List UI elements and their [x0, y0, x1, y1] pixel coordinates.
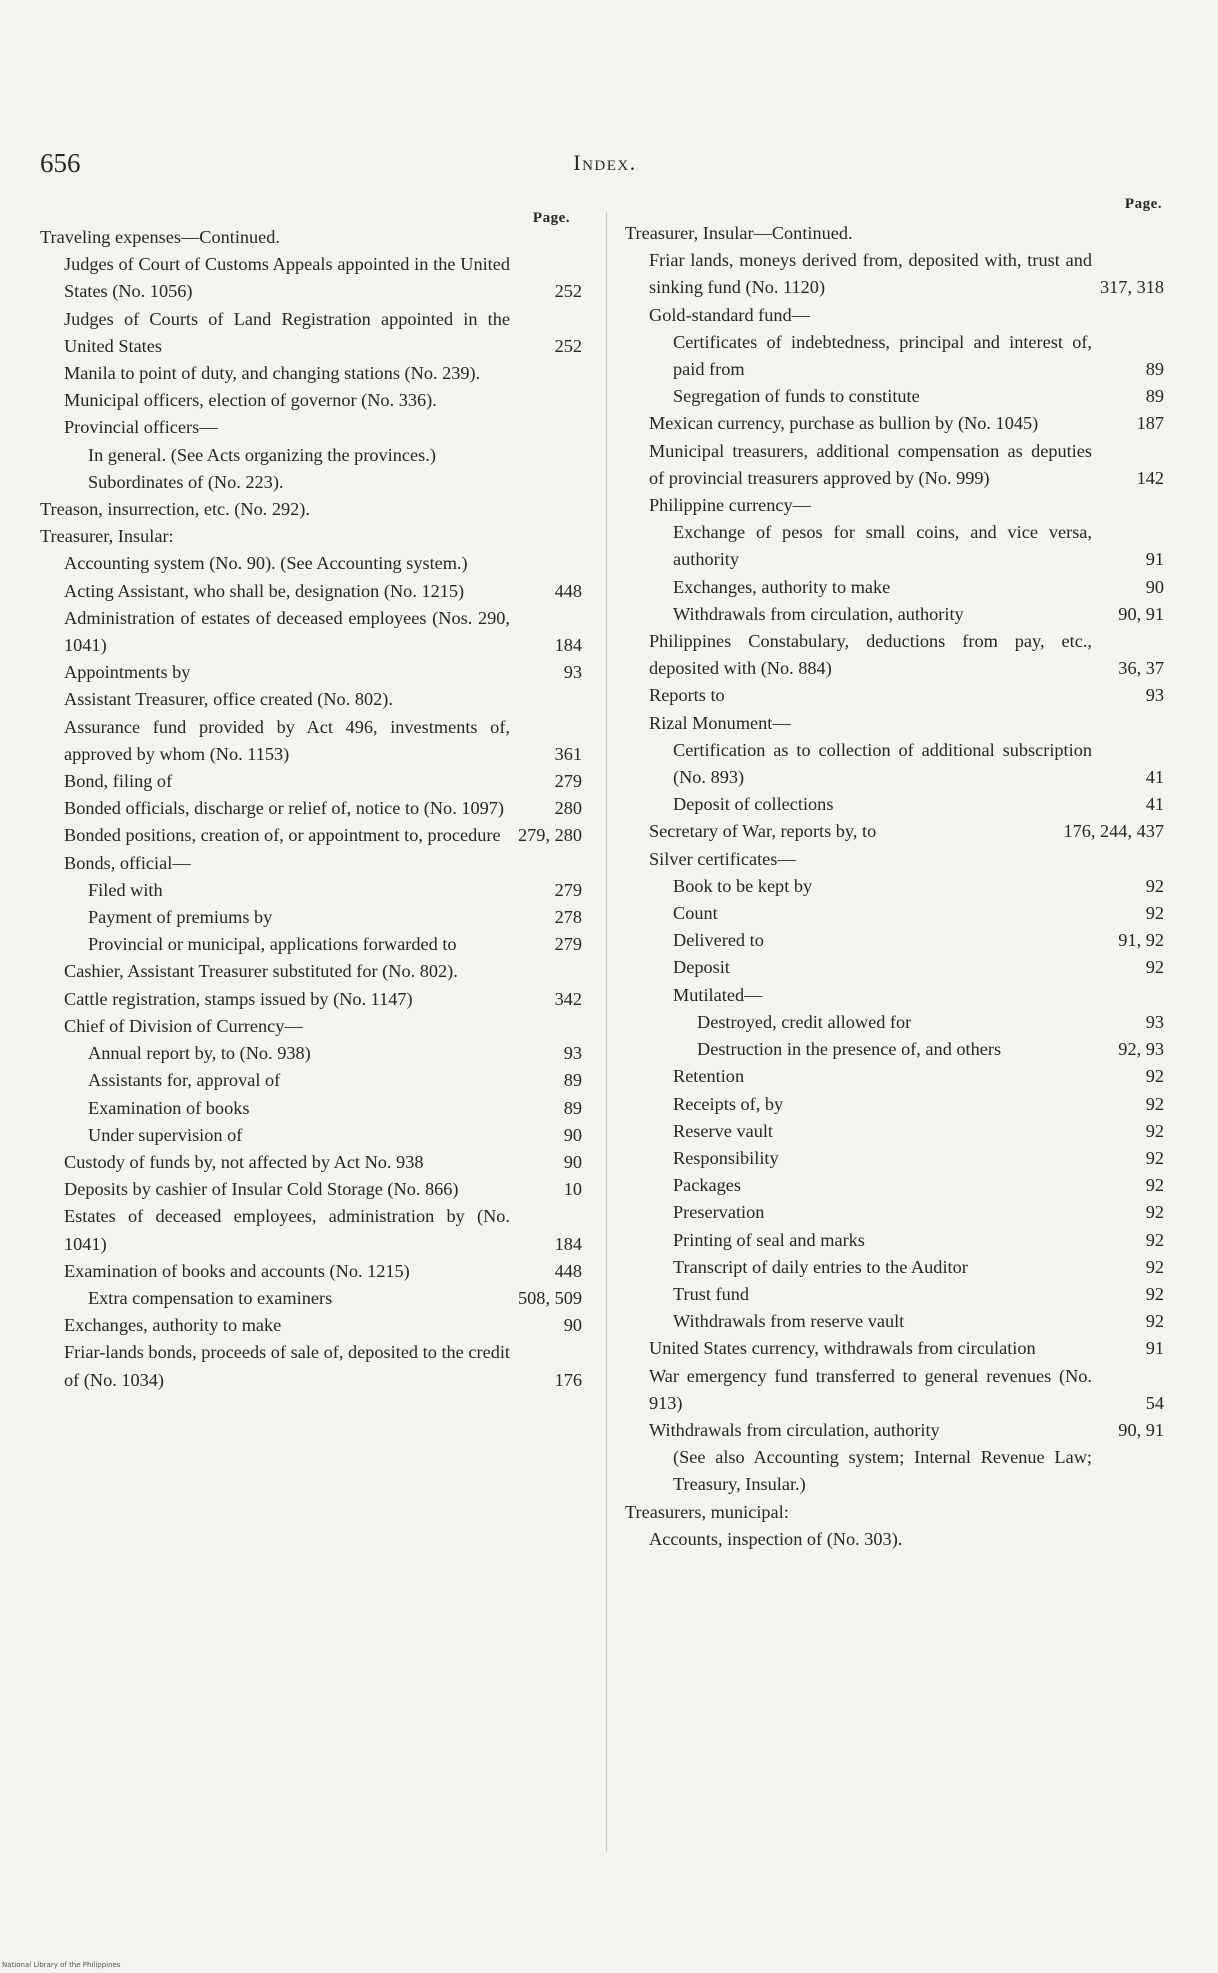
index-entry: [40, 714, 582, 768]
index-entry-text: United States currency, withdrawals from circulation: [649, 1338, 1036, 1359]
index-entry: [625, 1444, 1164, 1498]
index-entry-text: Examination of books: [88, 1097, 250, 1118]
index-entry-text: Annual report by, to (No. 938): [88, 1043, 311, 1064]
index-entry-text: Chief of Division of Currency—: [64, 1015, 303, 1036]
index-entry: [625, 1499, 1164, 1526]
index-entry: [40, 931, 582, 958]
index-entry-text: Cashier, Assistant Treasurer substituted for (No. 802).: [64, 961, 458, 982]
index-entry-text: Responsibility: [673, 1147, 779, 1168]
index-entry-page: 92: [1145, 1202, 1164, 1223]
index-entry-text: Segregation of funds to constitute: [673, 386, 920, 407]
index-entry: [40, 958, 582, 985]
index-entries-left: [40, 200, 582, 1394]
index-entry: [625, 1118, 1164, 1145]
index-entry-text: Appointments by: [64, 662, 191, 683]
page-column-label: Page.: [532, 210, 570, 226]
index-entry-text: Mutilated—: [673, 984, 763, 1005]
index-entry: [625, 1363, 1164, 1417]
index-entry-text: Subordinates of (No. 223).: [88, 471, 284, 492]
index-entry-text: Exchanges, authority to make: [673, 576, 891, 597]
index-entry-text: Filed with: [88, 879, 163, 900]
index-entry: [625, 710, 1164, 737]
index-entry-text: Preservation: [673, 1202, 765, 1223]
index-entry-text: Silver certificates—: [649, 848, 796, 869]
index-entry-page: 317, 318: [1100, 277, 1164, 298]
index-entry-page: 280: [554, 798, 582, 819]
index-entry-text: Destruction in the presence of, and others: [697, 1039, 1002, 1060]
index-entry: [625, 1227, 1164, 1254]
index-entry-text: Administration of estates of deceased employees (Nos. 290, 1041): [64, 607, 510, 656]
index-entry-text: Exchange of pesos for small coins, and vice versa, authority: [673, 522, 1092, 570]
index-entry-text: Treasurer, Insular—Continued.: [625, 223, 853, 243]
index-entry-page: 41: [1145, 794, 1164, 815]
index-entry-page: 92: [1145, 1147, 1164, 1168]
page-column-label: Page.: [1124, 196, 1162, 212]
index-entry: [40, 360, 582, 387]
index-entry: [40, 605, 582, 659]
index-entry: [40, 442, 582, 469]
index-entry-text: Assistants for, approval of: [88, 1070, 281, 1091]
index-entry: [625, 383, 1164, 410]
index-entry-text: Treasurer, Insular:: [40, 526, 174, 547]
index-entry: [625, 1526, 1164, 1553]
index-entry: [625, 601, 1164, 628]
index-entry: [40, 251, 582, 305]
index-entry-text: Retention: [673, 1066, 745, 1087]
index-entry: [40, 795, 582, 822]
index-entry: [40, 414, 582, 441]
page-title: Index.: [573, 150, 637, 175]
index-entry-text: Certificates of indebtedness, principal and interest of, paid from: [673, 331, 1092, 380]
index-entry-page: 89: [1145, 359, 1164, 380]
index-entry: [40, 768, 582, 795]
index-entry: [625, 410, 1164, 437]
index-entry-text: Examination of books and accounts (No. 1215): [64, 1260, 410, 1281]
index-entry: [40, 224, 582, 251]
library-footer: National Library of the Philippines: [2, 1961, 121, 1969]
index-entry: [625, 220, 1164, 247]
index-entry: [625, 329, 1164, 383]
index-entry: [625, 438, 1164, 492]
index-entry-page: 92: [1145, 957, 1164, 978]
index-entry-text: Judges of Courts of Land Registration appointed in the United States: [64, 308, 510, 356]
index-entry-page: 448: [554, 580, 582, 601]
index-entry: [625, 846, 1164, 873]
index-entry-text: Bond, filing of: [64, 771, 173, 792]
index-entry-text: Count: [673, 903, 718, 924]
index-entry-page: 41: [1145, 767, 1164, 788]
index-entry-text: Municipal officers, election of governor (No. 336).: [64, 390, 437, 411]
index-entry-text: Provincial officers—: [64, 417, 218, 438]
index-entry: [625, 818, 1164, 845]
index-entry: [625, 1063, 1164, 1090]
index-entry-text: Secretary of War, reports by, to: [649, 821, 877, 842]
index-entry-page: 142: [1136, 467, 1164, 488]
index-entry-page: 187: [1136, 413, 1164, 434]
index-entry-page: 92: [1145, 1120, 1164, 1141]
index-entry-text: Book to be kept by: [673, 875, 813, 896]
index-entry-text: (See also Accounting system; Internal Revenue Law; Treasury, Insular.): [673, 1447, 1092, 1495]
index-entry: [40, 1285, 582, 1312]
index-entry-text: Accounting system (No. 90). (See Accounting system.): [64, 553, 468, 574]
index-entry-text: Manila to point of duty, and changing stations (No. 239).: [64, 363, 481, 384]
index-entry: [625, 982, 1164, 1009]
index-entry-page: 90, 91: [1118, 603, 1164, 624]
index-entry-page: 92: [1145, 1256, 1164, 1277]
index-entry: [40, 1067, 582, 1094]
index-entry-page: 252: [554, 335, 582, 356]
index-entry-text: Transcript of daily entries to the Auditor: [673, 1256, 968, 1277]
index-entry: [40, 904, 582, 931]
page-header: [40, 148, 1170, 188]
index-entry: [40, 1258, 582, 1285]
index-entry-page: 90: [563, 1315, 582, 1336]
index-entry-page: 279, 280: [518, 825, 582, 846]
index-entry: [40, 387, 582, 414]
index-entry-page: 184: [554, 1233, 582, 1254]
index-entry: [625, 954, 1164, 981]
index-entry-text: Friar-lands bonds, proceeds of sale of, deposited to the credit of (No. 1034): [64, 1342, 510, 1390]
index-entry-page: 90: [563, 1124, 582, 1145]
index-entry-text: Exchanges, authority to make: [64, 1315, 282, 1336]
index-entry: [625, 1172, 1164, 1199]
index-entry-text: Bonded officials, discharge or relief of, notice to (No. 1097): [64, 798, 504, 819]
index-entry-page: 89: [563, 1070, 582, 1091]
index-entry-text: Assurance fund provided by Act 496, investments of, approved by whom (No. 1153): [64, 716, 510, 764]
index-entry-page: 10: [563, 1179, 582, 1200]
index-entry-page: 92: [1145, 1093, 1164, 1114]
index-entry-page: 92, 93: [1118, 1039, 1164, 1060]
index-entry-text: Traveling expenses—Continued.: [40, 227, 281, 247]
index-entry-page: 278: [554, 907, 582, 928]
index-entry: [625, 1335, 1164, 1362]
index-entry: [625, 682, 1164, 709]
index-entry: [40, 686, 582, 713]
index-entry-text: Deposit of collections: [673, 794, 834, 815]
index-entry-page: 252: [554, 281, 582, 302]
index-entry-text: Receipts of, by: [673, 1093, 784, 1114]
index-entry-page: 89: [1145, 386, 1164, 407]
index-entry: [40, 523, 582, 550]
index-entry-page: 91, 92: [1118, 930, 1164, 951]
index-entry-text: Gold-standard fund—: [649, 304, 810, 325]
index-entry-page: 90, 91: [1118, 1419, 1164, 1440]
index-entry-text: Withdrawals from circulation, authority: [649, 1419, 940, 1440]
index-entry-text: Mexican currency, purchase as bullion by (No. 1045): [649, 413, 1039, 434]
index-entry-text: Payment of premiums by: [88, 907, 273, 928]
index-entry-text: Cattle registration, stamps issued by (No. 1147): [64, 988, 413, 1009]
index-entry-text: Trust fund: [673, 1283, 750, 1304]
index-entry: [40, 1013, 582, 1040]
index-entry-text: In general. (See Acts organizing the provinces.): [88, 444, 436, 465]
index-entry-page: 176, 244, 437: [1063, 821, 1164, 842]
index-entry: [40, 822, 582, 849]
index-entry: [40, 1176, 582, 1203]
index-entry: [40, 1312, 582, 1339]
index-entry-text: Delivered to: [673, 930, 764, 951]
index-entry-page: 91: [1145, 549, 1164, 570]
index-entry: [40, 469, 582, 496]
index-entry-page: 89: [563, 1097, 582, 1118]
index-entry-text: Friar lands, moneys derived from, deposited with, trust and sinking fund (No. 1120): [649, 250, 1092, 298]
index-entry: [625, 737, 1164, 791]
index-entry-text: Withdrawals from circulation, authority: [673, 603, 964, 624]
index-entry-text: Withdrawals from reserve vault: [673, 1311, 905, 1332]
index-entry-page: 92: [1145, 903, 1164, 924]
index-entry: [40, 659, 582, 686]
index-entry-page: 93: [1145, 685, 1164, 706]
index-entry: [625, 1199, 1164, 1226]
index-entry-page: 92: [1145, 1066, 1164, 1087]
index-entry: [40, 1149, 582, 1176]
index-entry: [625, 1009, 1164, 1036]
index-entry-page: 92: [1145, 1229, 1164, 1250]
index-entry-text: Estates of deceased employees, administration by (No. 1041): [64, 1206, 510, 1254]
index-entry: [625, 1308, 1164, 1335]
index-entry: [625, 873, 1164, 900]
index-entry-text: Bonded positions, creation of, or appointment to, procedure: [64, 825, 501, 846]
index-entry-text: Treason, insurrection, etc. (No. 292).: [40, 499, 310, 520]
index-entry-text: Acting Assistant, who shall be, designation (No. 1215): [64, 580, 465, 601]
index-entry-text: Destroyed, credit allowed for: [697, 1011, 912, 1032]
index-entry-text: Philippines Constabulary, deductions from pay, etc., deposited with (No. 884): [649, 631, 1092, 679]
index-entry-page: 279: [554, 934, 582, 955]
index-entry: [40, 1095, 582, 1122]
index-entry: [40, 1339, 582, 1393]
index-entry: [625, 927, 1164, 954]
index-entry-page: 279: [554, 879, 582, 900]
index-entry-page: 92: [1145, 1175, 1164, 1196]
index-entry: [40, 850, 582, 877]
index-entry-text: Certification as to collection of additional subscription (No. 893): [673, 739, 1092, 788]
index-entry: [625, 519, 1164, 573]
index-entry-page: 92: [1145, 875, 1164, 896]
index-entry-page: 90: [563, 1151, 582, 1172]
index-entries-right: [625, 200, 1164, 1553]
index-entry-page: 92: [1145, 1283, 1164, 1304]
index-entry-text: Custody of funds by, not affected by Act No. 938: [64, 1151, 424, 1172]
index-entry-text: War emergency fund transferred to general revenues (No. 913): [649, 1365, 1092, 1413]
index-entry-text: Assistant Treasurer, office created (No. 802).: [64, 689, 393, 710]
index-entry: [625, 1145, 1164, 1172]
index-entry-text: Provincial or municipal, applications forwarded to: [88, 934, 457, 955]
index-entry-text: Bonds, official—: [64, 852, 191, 873]
index-entry-page: 448: [554, 1260, 582, 1281]
index-entry-page: 184: [554, 635, 582, 656]
index-entry-text: Accounts, inspection of (No. 303).: [649, 1528, 903, 1549]
left-column: [40, 200, 582, 1394]
index-entry: [625, 628, 1164, 682]
index-entry-text: Municipal treasurers, additional compensation as deputies of provincial treasurers approved by (No. 999): [649, 440, 1092, 488]
index-entry-text: Deposit: [673, 957, 730, 978]
index-entry-text: Packages: [673, 1175, 742, 1196]
index-entry: [40, 1040, 582, 1067]
index-entry-page: 93: [563, 1043, 582, 1064]
index-entry-text: Treasurers, municipal:: [625, 1501, 789, 1522]
index-entry-page: 342: [554, 988, 582, 1009]
page-number: 656: [40, 148, 81, 178]
index-entry-page: 93: [563, 662, 582, 683]
index-entry-page: 92: [1145, 1311, 1164, 1332]
index-entry: [625, 900, 1164, 927]
index-entry: [40, 877, 582, 904]
index-entry-page: 361: [554, 743, 582, 764]
index-entry-text: Rizal Monument—: [649, 712, 791, 733]
index-entry-text: Extra compensation to examiners: [88, 1287, 333, 1308]
column-divider: [606, 212, 607, 1852]
index-entry-page: 90: [1145, 576, 1164, 597]
index-entry: [40, 986, 582, 1013]
index-entry-text: Reports to: [649, 685, 725, 706]
index-entry: [40, 578, 582, 605]
index-entry-page: 91: [1145, 1338, 1164, 1359]
index-entry: [40, 1122, 582, 1149]
index-entry-text: Printing of seal and marks: [673, 1229, 865, 1250]
index-entry-page: 54: [1145, 1392, 1164, 1413]
index-entry-page: 36, 37: [1118, 658, 1164, 679]
index-entry: [625, 302, 1164, 329]
index-entry: [625, 1091, 1164, 1118]
index-entry: [40, 306, 582, 360]
index-entry: [625, 1254, 1164, 1281]
index-entry: [625, 791, 1164, 818]
index-entry-text: Reserve vault: [673, 1120, 774, 1141]
index-entry-page: 93: [1145, 1011, 1164, 1032]
index-entry: [625, 574, 1164, 601]
index-entry: [625, 1036, 1164, 1063]
right-column: [625, 196, 1164, 1553]
index-entry-page: 176: [554, 1369, 582, 1390]
index-entry-page: 279: [554, 771, 582, 792]
index-entry: [625, 247, 1164, 301]
index-entry: [625, 1417, 1164, 1444]
index-entry: [40, 550, 582, 577]
index-entry: [625, 492, 1164, 519]
index-entry-text: Judges of Court of Customs Appeals appointed in the United States (No. 1056): [64, 254, 510, 302]
index-entry-text: Under supervision of: [88, 1124, 243, 1145]
index-entry-text: Deposits by cashier of Insular Cold Storage (No. 866): [64, 1179, 459, 1200]
index-entry-page: 508, 509: [518, 1287, 582, 1308]
index-entry-text: Philippine currency—: [649, 495, 811, 516]
index-entry: [40, 496, 582, 523]
index-entry: [625, 1281, 1164, 1308]
index-entry: [40, 1203, 582, 1257]
